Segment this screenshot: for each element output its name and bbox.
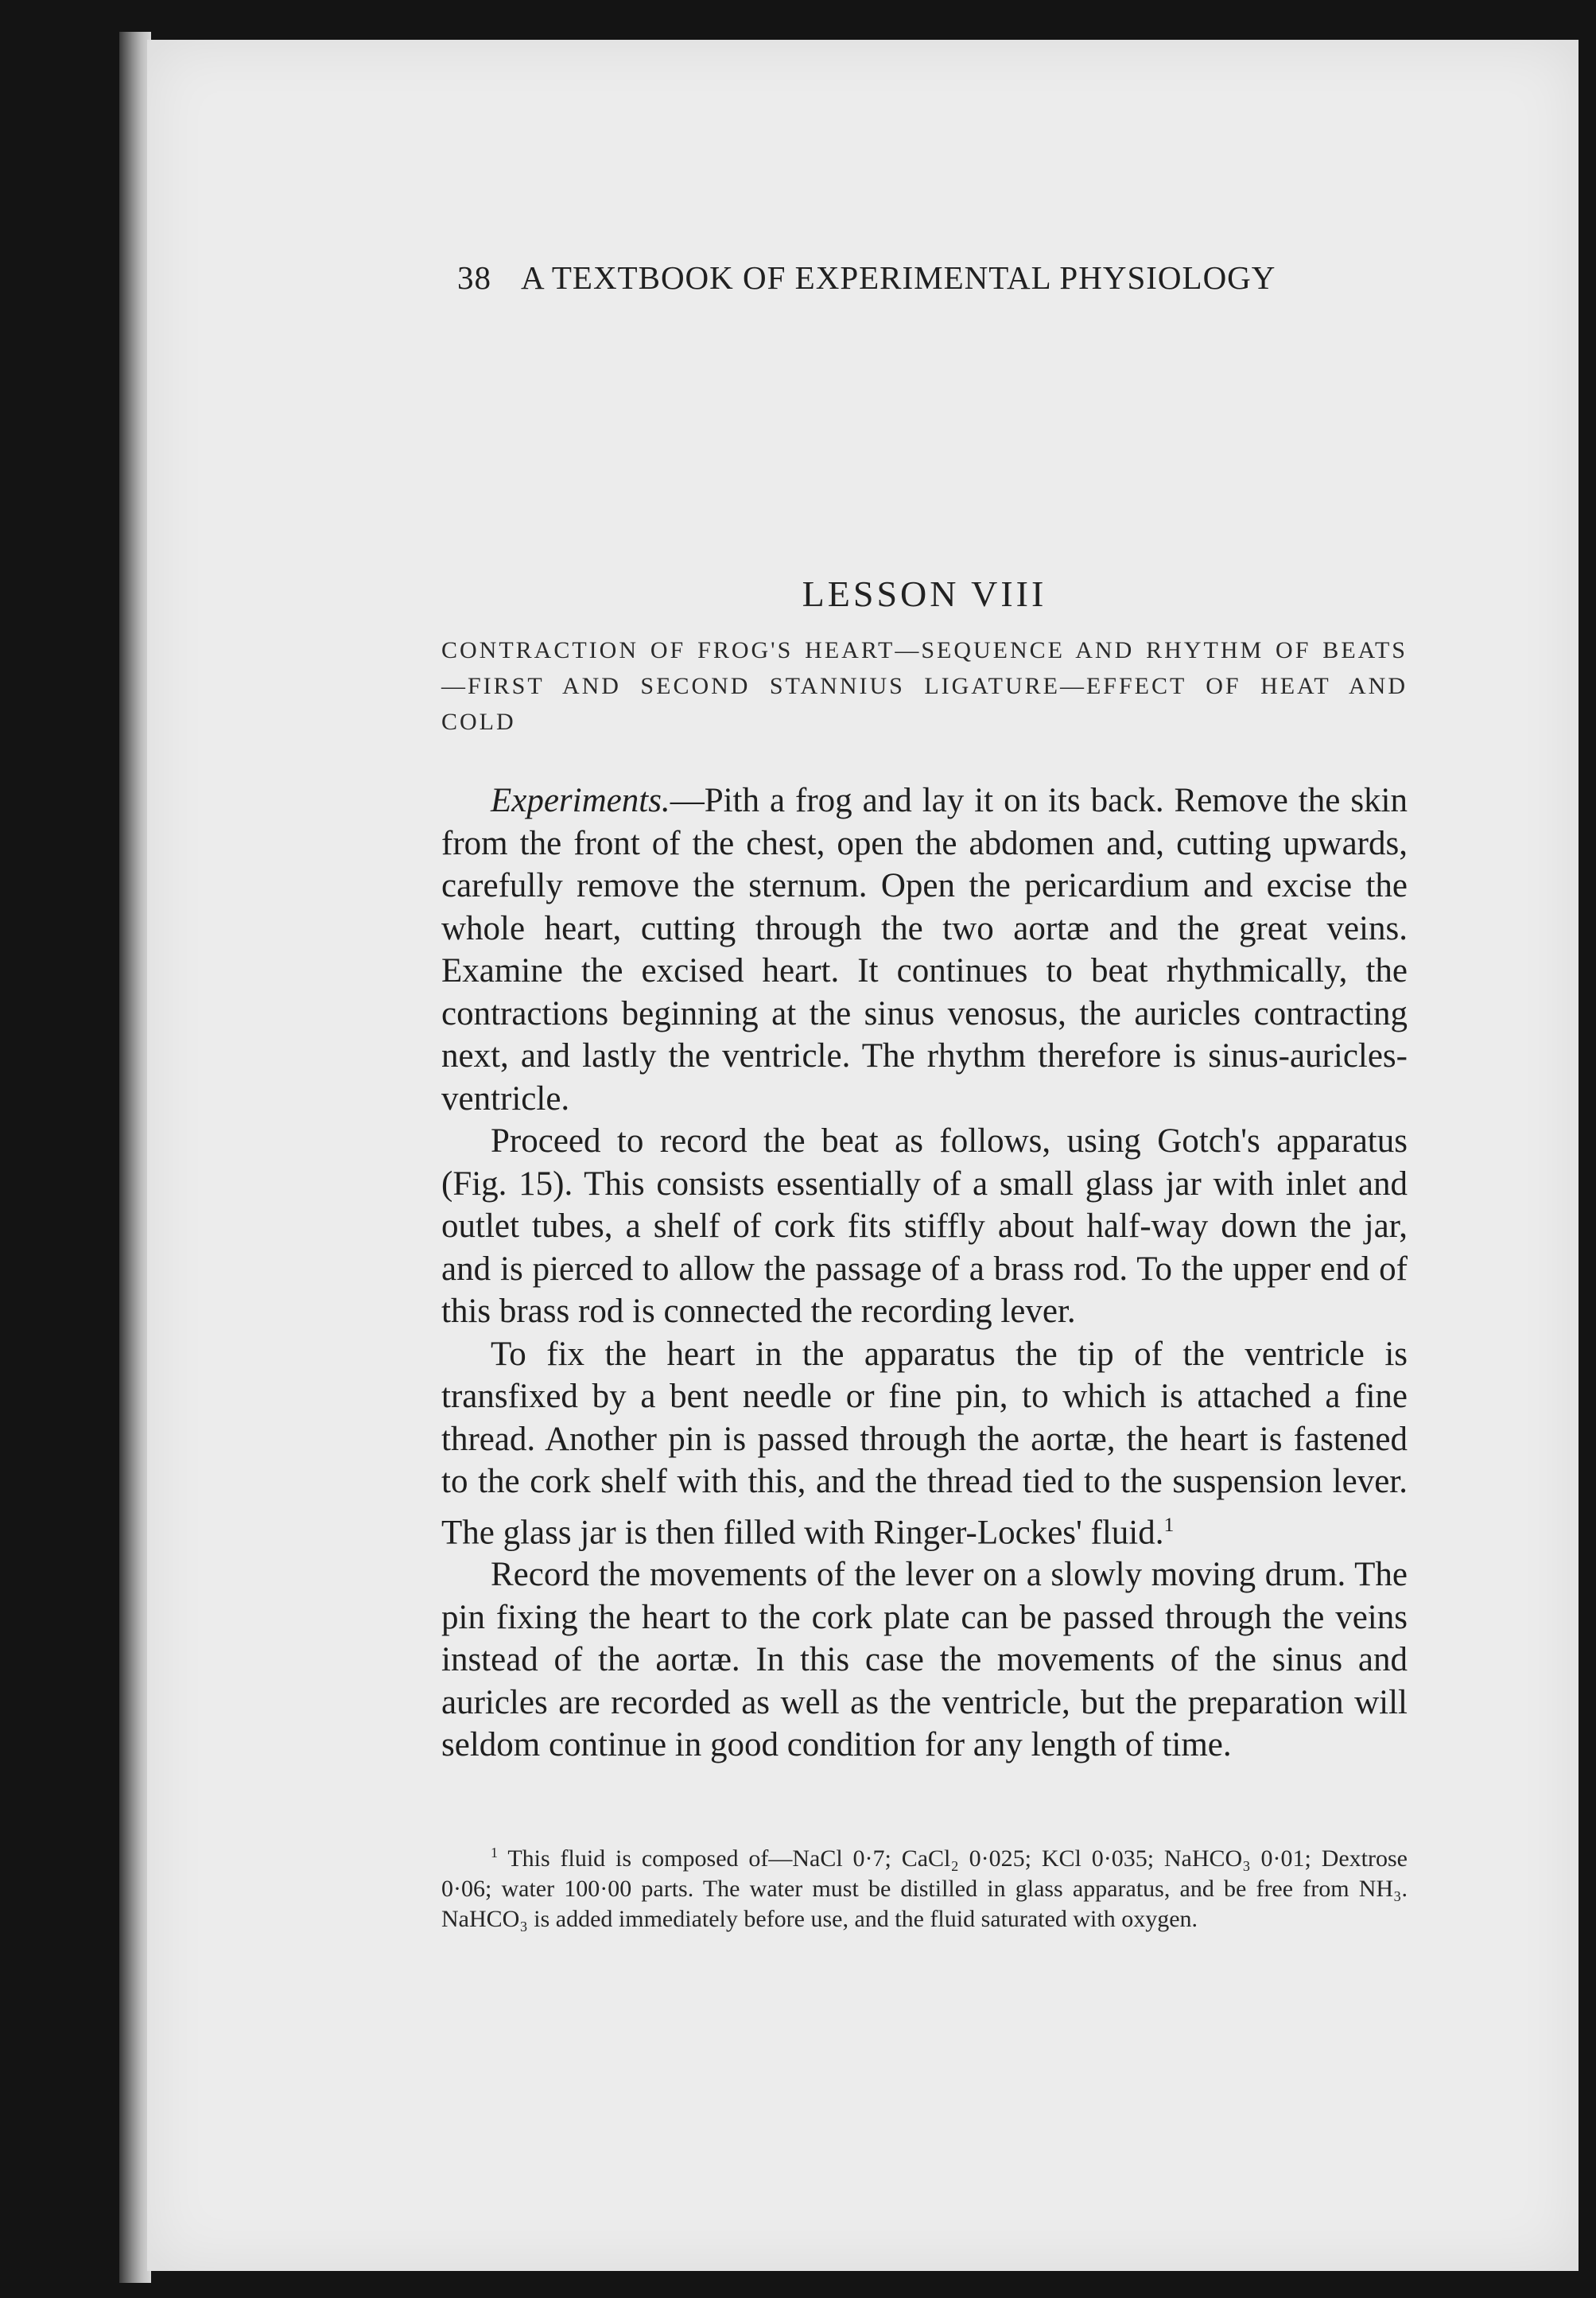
footnote [441,1837,1408,1934]
paragraph-text: Proceed to record the beat as follows, using Gotch's apparatus (Fig. 15). This consists essentially of a small glass jar with inlet and outlet tubes, a shelf of cork fits stiffly about half-way down the jar, and is pierced to allow the passage of a brass rod. To the upper end of this brass rod is connected the recording lever. [441,1122,1408,1330]
footnote-reference: 1 [1163,1512,1175,1536]
paragraph-experiments [441,780,1408,1120]
paragraph-text: To fix the heart in the apparatus the tip of the ventricle is transfixed by a bent needle or fine pin, to which is attached a fine thread. Another pin is passed through the aortæ, the heart is fastened to the cork shelf with this, and the thread tied to the suspension lever. The glass jar is then filled with Ringer-Lockes' fluid. [441,1335,1408,1551]
book-binding-edge [119,32,151,2283]
body-text [441,780,1408,1767]
running-head-title: A TEXTBOOK OF EXPERIMENTAL PHYSIOLOGY [521,259,1276,296]
paragraph-apparatus [441,1120,1408,1333]
footnote-marker: 1 [491,1845,498,1861]
paragraph-lead: Experiments. [491,782,670,819]
lesson-title: LESSON VIII [802,574,1047,614]
paragraph-fixing-heart [441,1333,1408,1554]
footnote-text: This fluid is composed of—NaCl 0·7; CaCl₂ 0·025; KCl 0·035; NaHCO₃ 0·01; Dextrose 0·06; water 100·00 parts. The water must be distilled in glass apparatus, and be free from NH₃. NaHCO₃ is added immediately before use, and the fluid saturated with oxygen. [441,1845,1408,1932]
page-number: 38 [457,259,491,296]
paragraph-recording [441,1553,1408,1767]
lesson-subtitle: CONTRACTION OF FROG'S HEART—SEQUENCE AND RHYTHM OF BEATS—FIRST AND SECOND STANNIUS LIGATURE—EFFECT OF HEAT AND COLD [441,637,1408,735]
running-head [457,259,1412,297]
paragraph-text: —Pith a frog and lay it on its back. Remove the skin from the front of the chest, open the abdomen and, cutting upwards, carefully remove the sternum. Open the pericardium and excise the whole heart, cutting through the two aortæ and the great veins. Examine the excised heart. It continues to beat rhythmically, the contractions beginning at the sinus venosus, the auricles contracting next, and lastly the ventricle. The rhythm therefore is sinus-auricles-ventricle. [441,782,1408,1118]
paragraph-text: Record the movements of the lever on a slowly moving drum. The pin fixing the heart to the cork plate can be passed through the veins instead of the aortæ. In this case the movements of the sinus and auricles are recorded as well as the ventricle, but the preparation will seldom continue in good condition for any length of time. [441,1556,1408,1764]
